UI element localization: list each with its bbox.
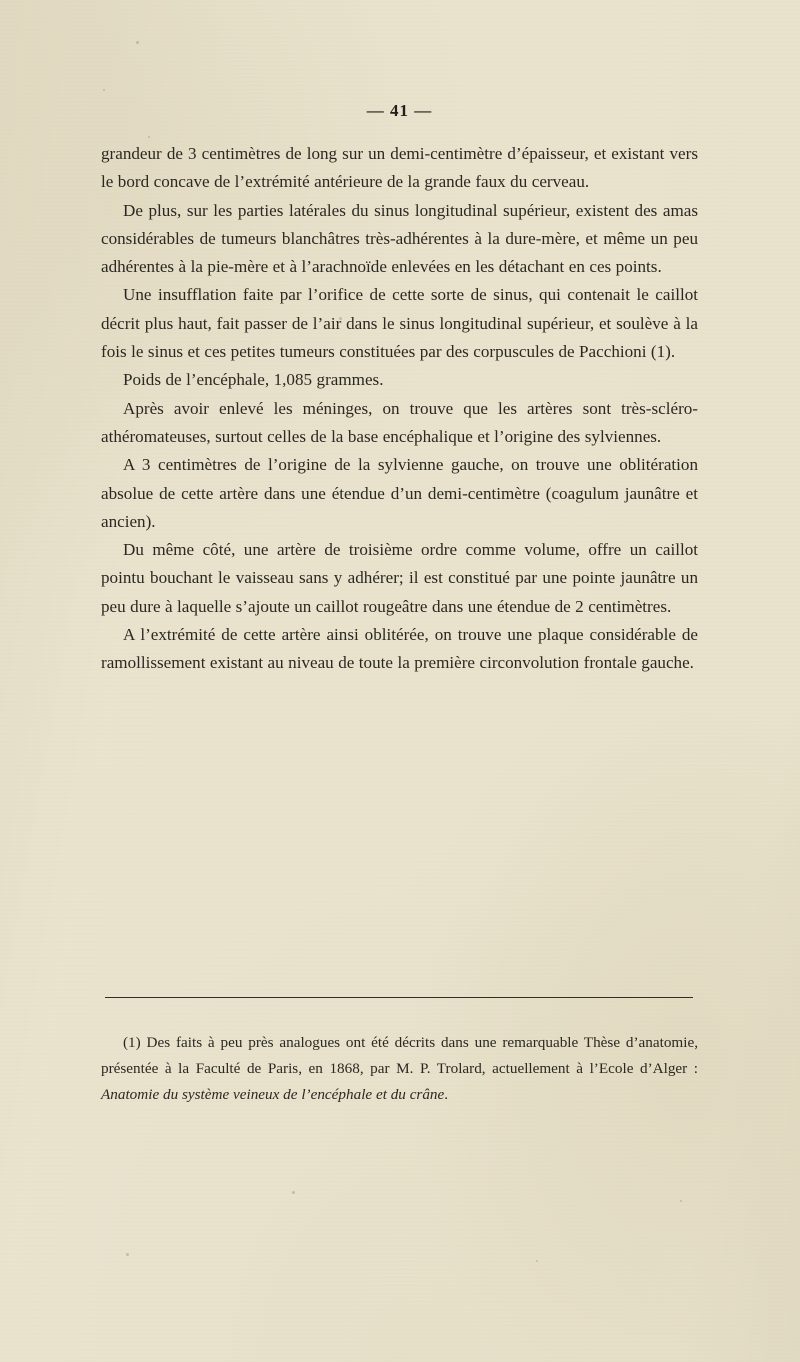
paragraph: A 3 centimètres de l’origine de la sylvienne gauche, on trouve une oblitération absolue de cette artère dans une étendue d’un demi-centimètre (coagulum jaunâtre et ancien). [101,455,698,531]
paper-speck [536,1260,538,1262]
footnote-work-title: Anatomie du système veineux de l’encéphale et du crâne [101,1086,445,1104]
paper-speck [136,41,139,44]
paragraph: Une insufflation faite par l’orifice de cette sorte de sinus, qui contenait le caillot décrit plus haut, fait passer de l’air dans le sinus longitudinal supérieur, et soulève à la fois le sinus et ces petites tumeurs constituées par des corpuscules de Pacchioni (1). [101,285,698,362]
paper-speck [292,1191,295,1194]
paragraph: Du même côté, une artère de troisième ordre comme volume, offre un caillot pointu bouchant le vaisseau sans y adhérer; il est constitué par une pointe jaunâtre un peu dure à laquelle s’ajoute un caillot rougeâtre dans une étendue de 2 centimètres. [101,540,698,616]
paper-speck [148,136,150,138]
body-text [101,140,698,678]
paragraph: Après avoir enlevé les méninges, on trouve que les artères sont très-scléro-athéromateuses, surtout celles de la base encéphalique et l’origine des sylviennes. [101,398,698,446]
paper-speck [126,1253,129,1256]
paper-speck [103,89,105,91]
footnote-lead-text: (1) Des faits à peu près analogues ont été décrits dans une remarquable Thèse d’anatomie, présentée à la Faculté de Paris, en 1868, par M. P. Trolard, actuellement à l’Ecole d’Alger : [101,1034,698,1078]
footnote [101,1030,698,1109]
paragraph: Poids de l’encéphale, 1,085 grammes. [123,370,384,390]
footnote-separator-rule [105,997,693,998]
paragraph: grandeur de 3 centimètres de long sur un demi-centimètre d’épaisseur, et existant vers le bord concave de l’extrémité antérieure de la grande faux du cerveau. [101,144,698,192]
page-number: — 41 — [366,101,433,120]
paragraph: De plus, sur les parties latérales du sinus longitudinal supérieur, existent des amas considérables de tumeurs blanchâtres très-adhérentes à la dure-mère, et même un peu adhérentes à la pie-mère et à l’arachnoïde enlevées en les détachant en ces points. [101,200,698,277]
paper-speck [680,1200,682,1202]
footnote-paragraph [101,1030,698,1109]
paragraph: A l’extrémité de cette artère ainsi oblitérée, on trouve une plaque considérable de ramollissement existant au niveau de toute la première circonvolution frontale gauche. [101,625,698,673]
footnote-trailing-text: . [444,1086,449,1104]
